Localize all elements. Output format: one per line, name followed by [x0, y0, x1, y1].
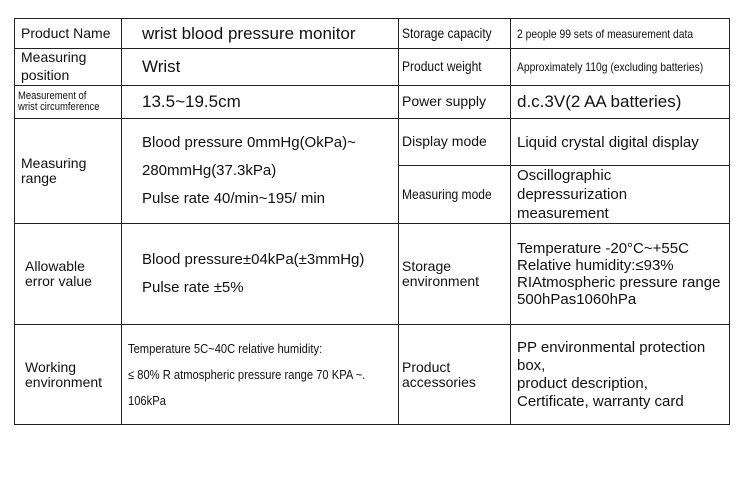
storage-environment-line-1: Temperature -20°C~+55C	[517, 240, 689, 257]
storage-capacity-value-cell	[511, 19, 730, 49]
measuring-range-line-3: Pulse rate 40/min~195/ min	[142, 190, 326, 207]
measuring-mode-value-cell	[511, 166, 730, 224]
product-accessories-label-line2: accessories	[402, 373, 476, 390]
storage-environment-line-4: 500hPas1060hPa	[517, 291, 637, 308]
table-row	[15, 119, 730, 166]
display-mode-label-cell	[399, 119, 511, 166]
product-accessories-label-line1: Product	[402, 358, 451, 375]
working-environment-label-line2: environment	[25, 373, 103, 390]
display-mode-value-cell	[511, 119, 730, 166]
table-row	[15, 325, 730, 425]
product-accessories-line-3: Certificate, warranty card	[517, 392, 684, 410]
product-weight-value-cell	[511, 49, 730, 86]
allowable-error-line-1: Blood pressure±04kPa(±3mmHg)	[142, 251, 365, 268]
storage-environment-label-line1: Storage	[402, 258, 452, 274]
working-environment-line-2: ≤ 80% R atmospheric pressure range 70 KPA ~.	[128, 366, 366, 382]
product-name-value: wrist blood pressure monitor	[142, 23, 356, 43]
storage-capacity-label-cell	[399, 19, 511, 49]
product-accessories-label-cell	[399, 325, 511, 425]
table-row	[15, 224, 730, 325]
product-name-label-cell	[15, 19, 122, 49]
wrist-circumference-label-cell	[15, 86, 122, 119]
wrist-circumference-value-cell	[122, 86, 399, 119]
wrist-circumference-label-line1: Measurement of	[18, 90, 87, 102]
product-weight-label: Product weight	[402, 58, 482, 74]
storage-capacity-value: 2 people 99 sets of measurement data	[517, 26, 694, 41]
power-supply-value: d.c.3V(2 AA batteries)	[517, 92, 682, 111]
measuring-mode-label: Measuring mode	[402, 185, 492, 202]
display-mode-label: Display mode	[402, 133, 487, 149]
product-accessories-line-1: PP environmental protection box,	[517, 338, 706, 374]
measuring-range-label-line2: range	[21, 170, 57, 186]
allowable-error-value-cell	[122, 224, 399, 325]
power-supply-label-cell	[399, 86, 511, 119]
table-row	[15, 86, 730, 119]
allowable-error-label-line2: error value	[25, 273, 92, 289]
storage-environment-value-cell	[511, 224, 730, 325]
product-accessories-line-2: product description,	[517, 374, 648, 392]
measuring-position-value: Wrist	[142, 57, 181, 76]
storage-environment-line-2: Relative humidity:≤93%	[517, 257, 674, 274]
measuring-range-value-cell	[122, 119, 399, 224]
wrist-circumference-value: 13.5~19.5cm	[142, 92, 241, 111]
allowable-error-line-2: Pulse rate ±5%	[142, 279, 244, 296]
measuring-position-label: Measuring position	[21, 49, 87, 83]
working-environment-value-cell	[122, 325, 399, 425]
measuring-mode-label-cell	[399, 166, 511, 224]
table-row	[15, 49, 730, 86]
display-mode-value: Liquid crystal digital display	[517, 133, 699, 151]
product-name-value-cell	[122, 19, 399, 49]
working-environment-label-line1: Working	[25, 358, 77, 375]
storage-environment-label-cell	[399, 224, 511, 325]
table-row	[15, 19, 730, 49]
storage-environment-label-line2: environment	[402, 273, 480, 289]
wrist-circumference-label-line2: wrist circumference	[18, 101, 100, 113]
product-weight-value: Approximately 110g (excluding batteries)	[517, 60, 704, 74]
product-accessories-value-cell	[511, 325, 730, 425]
allowable-error-label-line1: Allowable	[25, 258, 85, 274]
measuring-mode-value-line2: measurement	[517, 205, 609, 222]
storage-environment-line-3: RIAtmospheric pressure range	[517, 274, 721, 291]
measuring-range-line-1: Blood pressure 0mmHg(OkPa)~	[142, 134, 356, 151]
power-supply-value-cell	[511, 86, 730, 119]
product-name-label: Product Name	[21, 24, 111, 41]
measuring-range-line-2: 280mmHg(37.3kPa)	[142, 162, 277, 179]
storage-capacity-label: Storage capacity	[402, 24, 492, 41]
measuring-position-value-cell	[122, 49, 399, 86]
measuring-range-label-line1: Measuring	[21, 155, 87, 171]
measuring-mode-value-line1: Oscillographic depressurization	[517, 167, 628, 203]
allowable-error-label-cell	[15, 224, 122, 325]
spec-table	[14, 18, 730, 425]
working-environment-line-1: Temperature 5C~40C relative humidity:	[128, 340, 323, 356]
power-supply-label: Power supply	[402, 93, 487, 109]
working-environment-label-cell	[15, 325, 122, 425]
measuring-range-label-cell	[15, 119, 122, 224]
measuring-position-label-cell	[15, 49, 122, 86]
product-weight-label-cell	[399, 49, 511, 86]
working-environment-line-3: 106kPa	[128, 392, 166, 408]
